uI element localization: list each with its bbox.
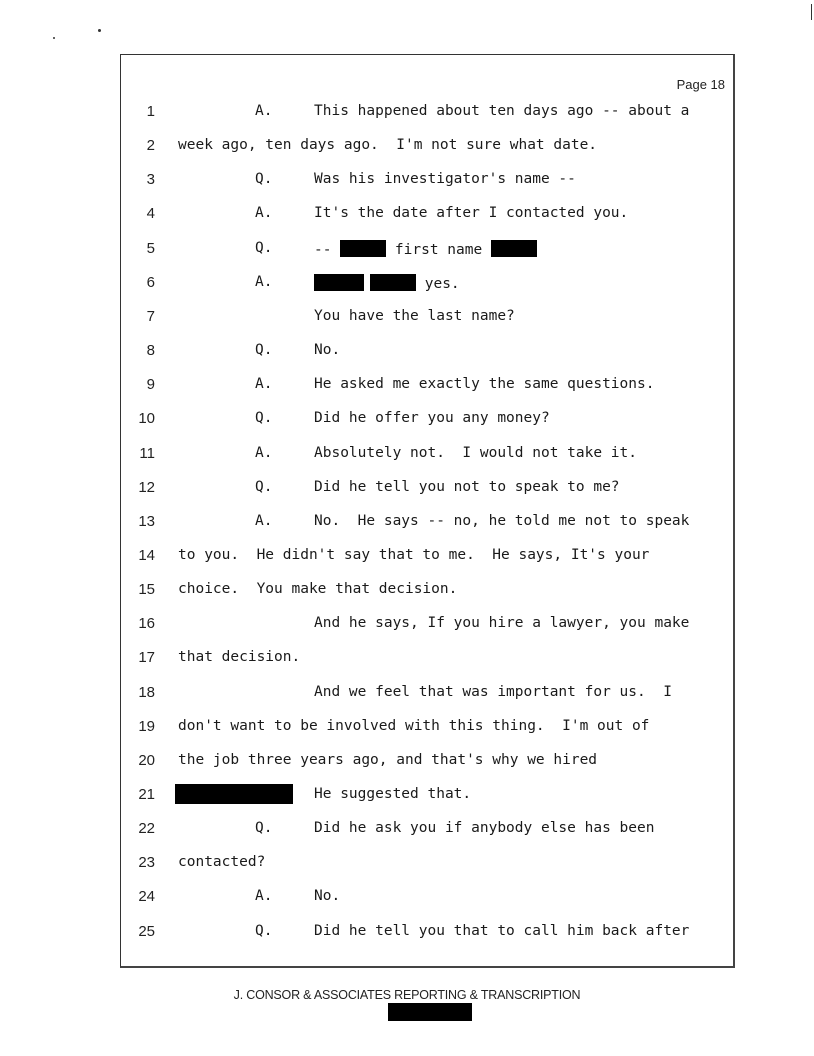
line-number: 10: [138, 410, 155, 428]
line-number: 11: [139, 444, 155, 462]
redaction-bar: [370, 274, 416, 291]
line-text: And we feel that was important for us. I: [314, 683, 672, 700]
line-text: [314, 274, 460, 292]
transcript-line: [121, 167, 736, 201]
line-number: 18: [138, 683, 155, 701]
line-number: 9: [146, 376, 155, 394]
line-number: 22: [138, 820, 155, 838]
speaker-label: Q.: [255, 478, 273, 495]
speaker-label: Q.: [255, 922, 273, 939]
line-text: No.: [314, 342, 341, 359]
line-text: Absolutely not. I would not take it.: [314, 444, 638, 461]
line-text: This happened about ten days ago -- about a: [314, 103, 690, 119]
transcript-line: [121, 680, 736, 714]
line-text: No. He says -- no, he told me not to speak: [314, 512, 690, 529]
line-number: 8: [146, 342, 155, 360]
speaker-label: A.: [255, 444, 273, 461]
speaker-label: A.: [255, 888, 273, 905]
scan-mark: [811, 4, 812, 20]
speaker-label: A.: [255, 205, 273, 222]
line-number: 14: [138, 546, 155, 564]
transcript-line: [121, 201, 736, 235]
redaction-bar: [340, 240, 386, 257]
transcript-line: [121, 782, 736, 816]
transcript-line: [121, 748, 736, 782]
line-text: the job three years ago, and that's why we hired: [178, 751, 598, 768]
line-number: 23: [138, 854, 155, 872]
line-text: to you. He didn't say that to me. He says, It's your: [178, 546, 650, 563]
speaker-label: Q.: [255, 820, 273, 837]
transcript-line: [121, 714, 736, 748]
transcript-line: [121, 304, 736, 338]
footer-firm-name: J. CONSOR & ASSOCIATES REPORTING & TRANSCRIPTION: [233, 988, 581, 1002]
line-number: 4: [146, 205, 155, 223]
transcript-line: [121, 850, 736, 884]
transcript-line: [121, 577, 736, 611]
scan-speck: [98, 29, 101, 32]
scan-speck: [53, 37, 55, 39]
line-number: 7: [146, 307, 155, 325]
line-text-part: first name: [386, 241, 491, 258]
line-text: And he says, If you hire a lawyer, you make: [314, 615, 690, 632]
line-number: 6: [146, 273, 155, 291]
speaker-label: Q.: [255, 239, 273, 256]
redaction-bar: [314, 274, 364, 291]
transcript-page-frame: [120, 54, 735, 968]
line-text: No.: [314, 888, 341, 905]
line-text-part: --: [314, 241, 341, 258]
line-number: 12: [138, 478, 155, 496]
line-text: Did he tell you that to call him back after: [314, 922, 690, 939]
line-number: 15: [138, 581, 155, 599]
transcript-line: [121, 133, 736, 167]
line-number: 1: [146, 103, 155, 120]
transcript-line: [121, 509, 736, 543]
line-text: It's the date after I contacted you.: [314, 205, 629, 222]
transcript-line: [121, 475, 736, 509]
line-number: 21: [138, 786, 155, 803]
line-text: Was his investigator's name --: [314, 171, 576, 188]
line-number: 19: [138, 717, 155, 735]
line-text: that decision.: [178, 649, 301, 666]
speaker-label: A.: [255, 512, 273, 529]
transcript-line: [121, 611, 736, 645]
line-text: He suggested that.: [314, 786, 472, 802]
transcript-line: [121, 919, 736, 953]
transcript-line: [121, 338, 736, 372]
line-text-part: yes.: [416, 275, 460, 292]
transcript-line: [121, 372, 736, 406]
transcript-line: [121, 406, 736, 440]
line-text: He asked me exactly the same questions.: [314, 376, 655, 393]
line-number: 25: [138, 922, 155, 940]
line-text: Did he ask you if anybody else has been: [314, 820, 655, 837]
transcript-line: [121, 236, 736, 270]
page-number: Page 18: [676, 77, 725, 92]
line-text: Did he offer you any money?: [314, 410, 550, 427]
line-number: 5: [146, 239, 155, 257]
line-text: don't want to be involved with this thing. I'm out of: [178, 717, 650, 734]
line-text: [314, 240, 537, 258]
transcript-line: [121, 99, 736, 133]
line-text: Did he tell you not to speak to me?: [314, 478, 620, 495]
line-text: choice. You make that decision.: [178, 581, 458, 598]
line-number: 13: [138, 512, 155, 530]
speaker-label: Q.: [255, 342, 273, 359]
redaction-bar: [491, 240, 537, 257]
redaction-bar: [175, 784, 293, 804]
footer-redaction-bar: [388, 1003, 472, 1021]
transcript-line: [121, 270, 736, 304]
line-text: You have the last name?: [314, 307, 515, 324]
transcript-line: [121, 645, 736, 679]
transcript-line: [121, 441, 736, 475]
line-number: 2: [146, 137, 155, 155]
speaker-label: A.: [255, 273, 273, 290]
speaker-label: Q.: [255, 171, 273, 188]
line-number: 24: [138, 888, 155, 906]
transcript-line: [121, 543, 736, 577]
transcript-line: [121, 816, 736, 850]
line-text: week ago, ten days ago. I'm not sure what date.: [178, 137, 598, 154]
speaker-label: Q.: [255, 410, 273, 427]
line-number: 3: [146, 171, 155, 189]
speaker-label: A.: [255, 376, 273, 393]
speaker-label: A.: [255, 103, 273, 119]
line-number: 20: [138, 751, 155, 769]
line-number: 17: [138, 649, 155, 667]
line-text: contacted?: [178, 854, 266, 871]
transcript-line: [121, 884, 736, 918]
line-number: 16: [138, 615, 155, 633]
